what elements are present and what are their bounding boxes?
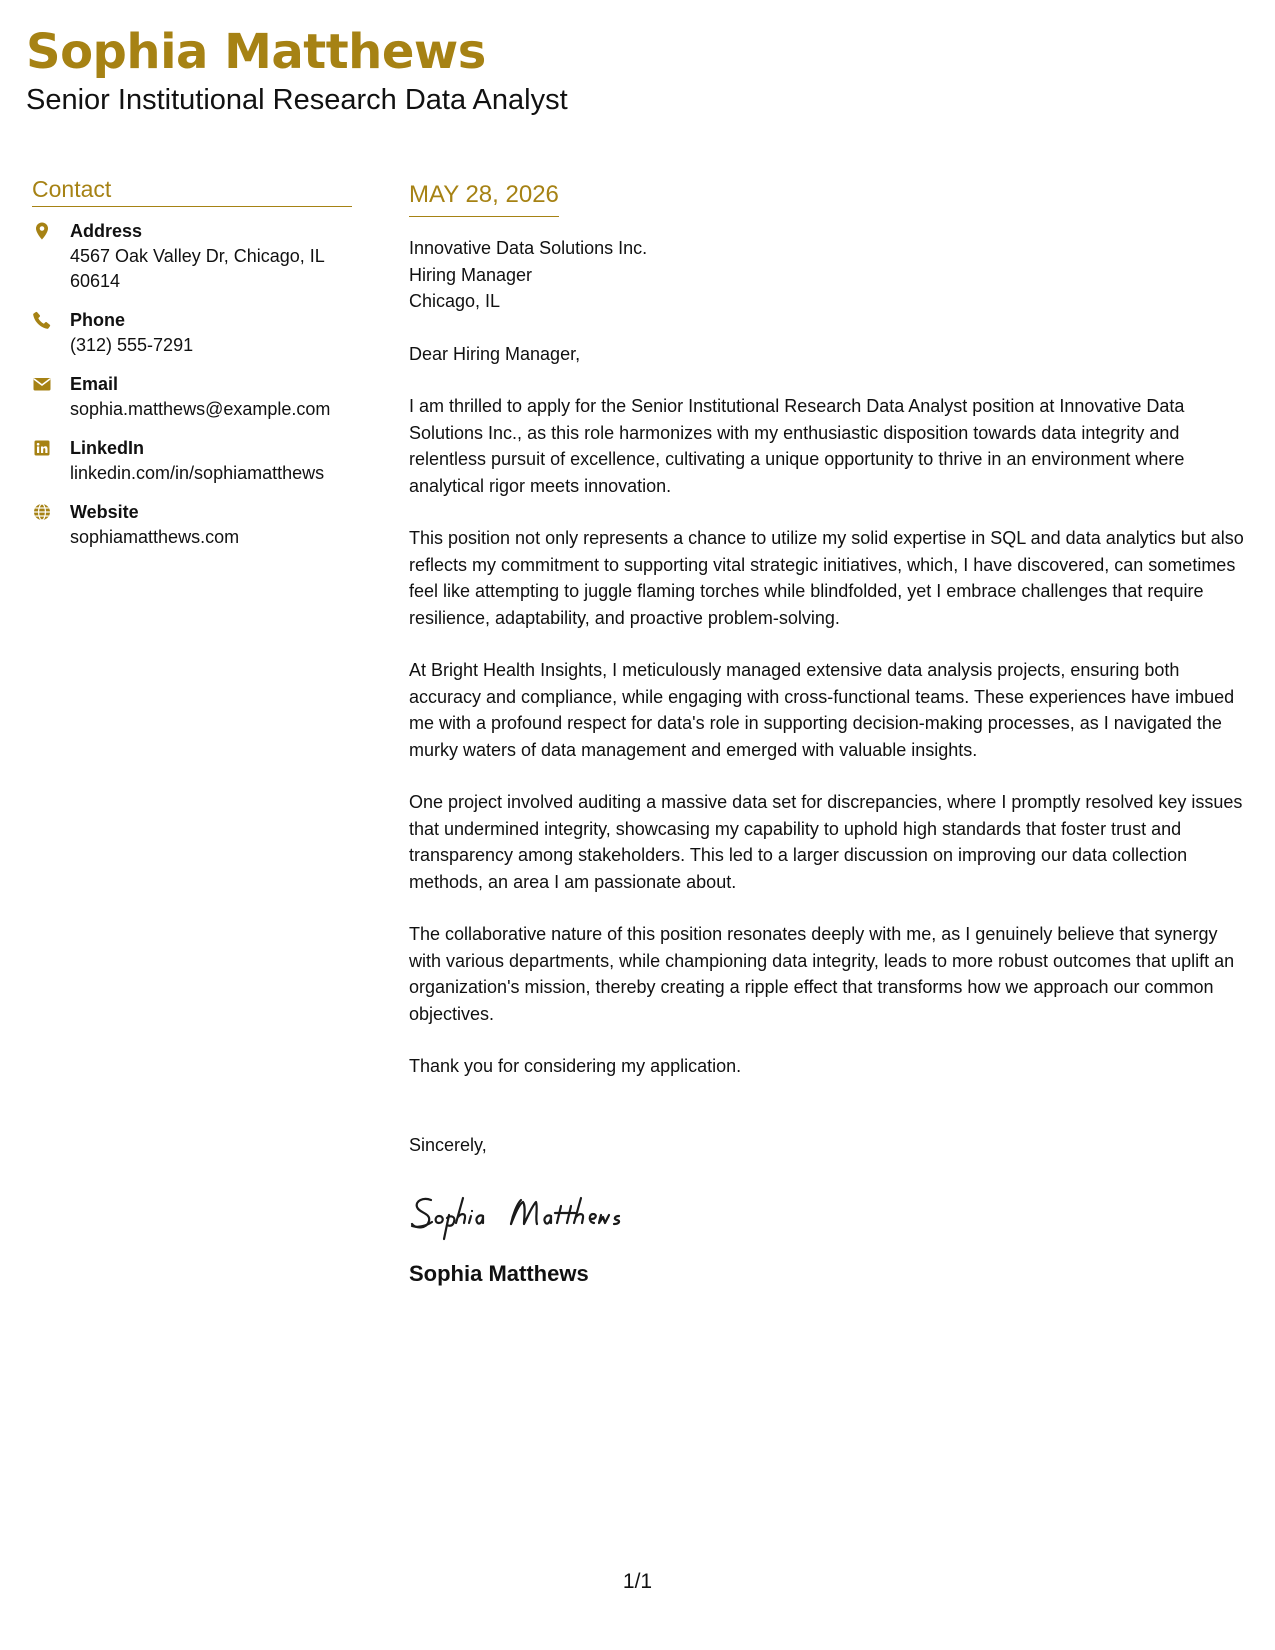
body-paragraph: I am thrilled to apply for the Senior Institutional Research Data Analyst position at Innovative Data Solutions Inc., as this role harmonizes with my enthusiastic disposition towards data integrity and relentless pursuit of excellence, cultivating a unique opportunity to thrive in an environment where analytical rigor meets innovation. [409,396,1185,496]
body-paragraph: At Bright Health Insights, I meticulously managed extensive data analysis projects, ensuring both accuracy and compliance, while engaging with cross-functional teams. These experiences have imbued me with a profound respect for data's role in supporting decision-making processes, as I navigated the murky waters of data management and emerged with valuable insights. [409,660,1235,760]
recipient-line: Hiring Manager [409,264,533,285]
envelope-icon [32,374,52,394]
contact-list [32,219,352,550]
letter-date: MAY 28, 2026 [409,180,559,217]
address-line: 4567 Oak Valley Dr, Chicago, IL [70,246,325,266]
contact-item-address [32,219,352,294]
letter-body [409,180,1254,1288]
contact-item-linkedin [32,436,352,486]
globe-icon [32,502,52,522]
contact-label: Email [70,374,119,394]
contact-item-email [32,372,352,422]
page-number: 1/1 [622,1570,653,1593]
recipient-line: Chicago, IL [409,291,501,311]
contact-item-phone [32,308,352,358]
contact-label: Address [70,221,143,241]
recipient-block [409,235,1254,315]
linkedin-icon [32,438,52,458]
phone-value[interactable]: (312) 555-7291 [70,335,194,355]
address-line: 60614 [70,271,121,291]
linkedin-link[interactable]: linkedin.com/in/sophiamatthews [70,463,325,483]
contact-label: Phone [70,310,126,330]
body-paragraph: Thank you for considering my application. [409,1056,742,1076]
applicant-name: Sophia Matthews [26,24,486,80]
recipient-line: Innovative Data Solutions Inc. [409,238,648,258]
contact-item-website [32,500,352,550]
email-link[interactable]: sophia.matthews@example.com [70,399,331,419]
map-pin-icon [32,221,52,241]
signer-name: Sophia Matthews [409,1261,589,1286]
website-link[interactable]: sophiamatthews.com [70,527,240,547]
closing: Sincerely, [409,1134,487,1155]
contact-heading: Contact [32,174,352,207]
applicant-role: Senior Institutional Research Data Analyst [26,84,568,116]
body-paragraph: One project involved auditing a massive data set for discrepancies, where I promptly resolved key issues that undermined integrity, showcasing my capability to uphold high standards that foster trust and transparency among stakeholders. This led to a larger discussion on improving our data collection methods, an area I am passionate about. [409,792,1243,892]
contact-label: Website [70,502,139,522]
contact-sidebar [32,174,352,564]
salutation: Dear Hiring Manager, [409,343,581,364]
handwritten-signature [409,1186,679,1242]
contact-label: LinkedIn [70,438,145,458]
phone-icon [32,310,52,330]
body-paragraph: The collaborative nature of this position resonates deeply with me, as I genuinely believe that synergy with various departments, while championing data integrity, leads to more robust outcomes that uplift an organization's mission, thereby creating a ripple effect that transforms how we approach our common objectives. [409,924,1235,1024]
body-paragraph: This position not only represents a chance to utilize my solid expertise in SQL and data analytics but also reflects my commitment to supporting vital strategic initiatives, which, I have discovered, can sometimes feel like attempting to juggle flaming torches while blindfolded, yet I embrace challenges that require resilience, adaptability, and proactive problem-solving. [409,528,1244,628]
